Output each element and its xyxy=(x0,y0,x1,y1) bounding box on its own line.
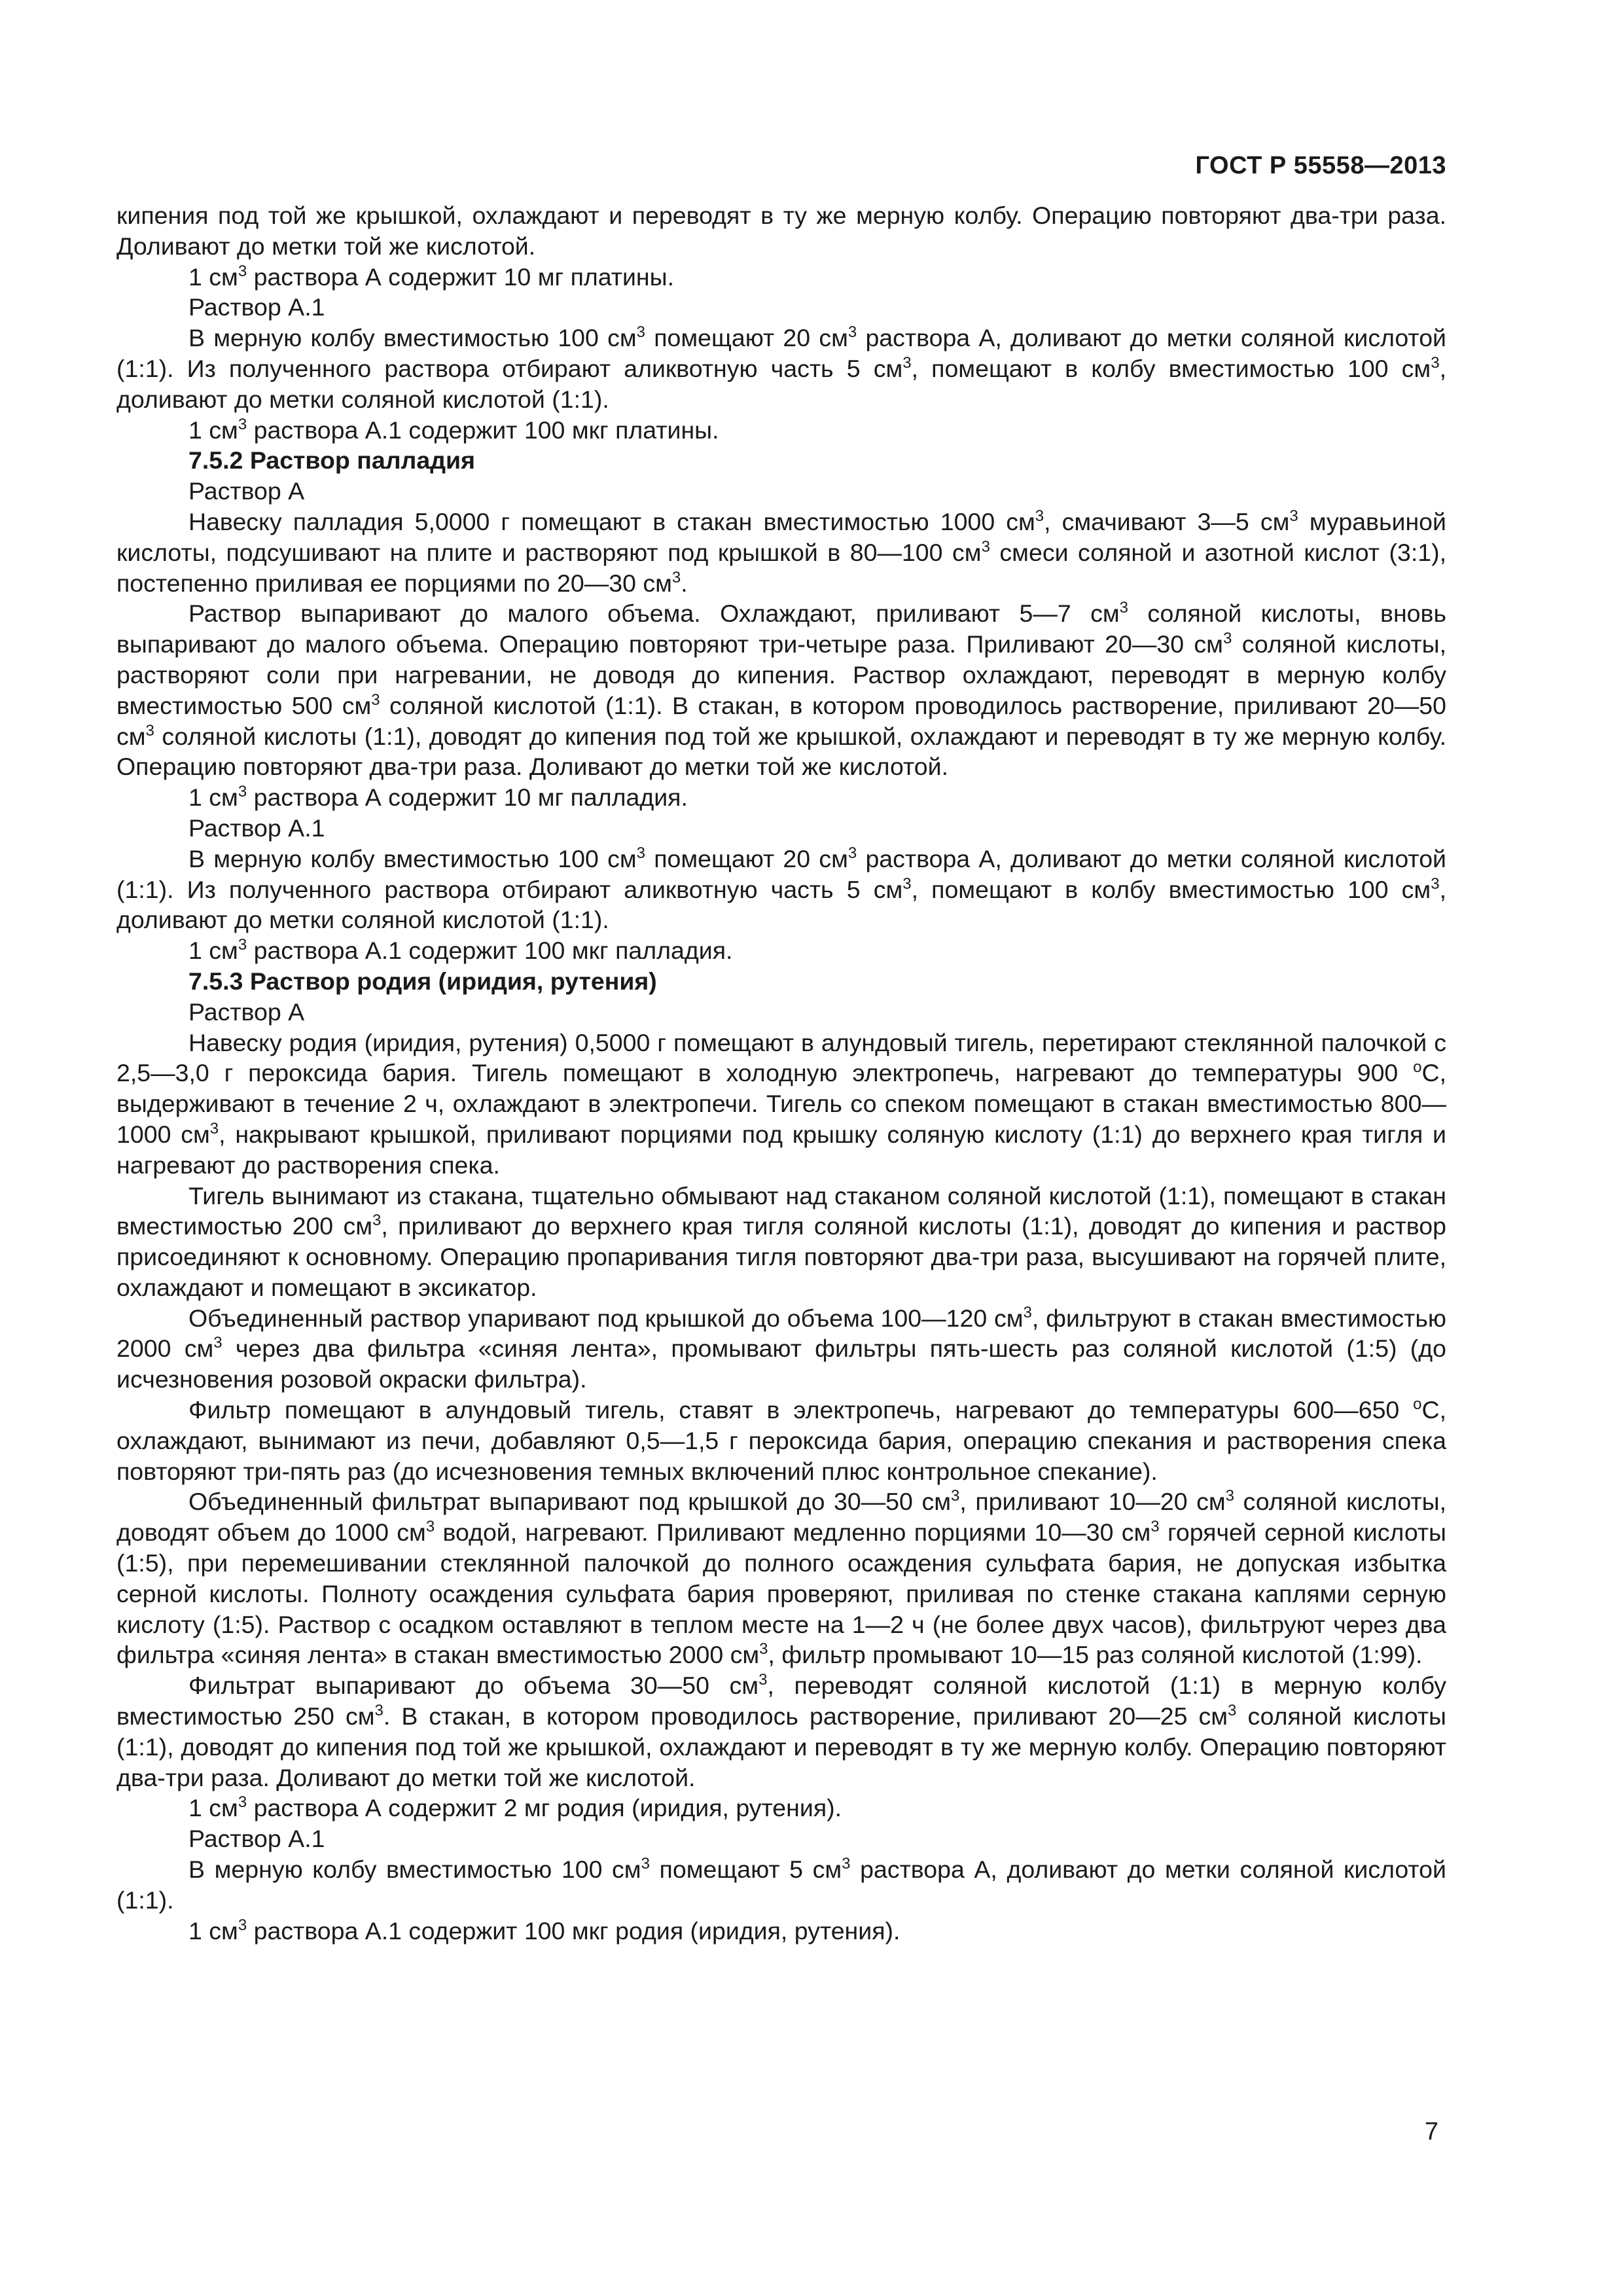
superscript: 3 xyxy=(238,936,247,954)
text-run: через два фильтра «синяя лента», промывают фильтры пять-шесть раз соляной кислотой (1:5) (до исчезновения розовой окраски фильтра). xyxy=(116,1335,1447,1393)
text-run: кипения под той же крышкой, охлаждают и переводят в ту же мерную колбу. Операцию повторяют два-три раза. Доливают до метки той же кислотой. xyxy=(116,202,1446,260)
paragraph xyxy=(116,1303,1446,1395)
superscript: 3 xyxy=(1228,1702,1237,1720)
section-heading xyxy=(116,966,1446,997)
paragraph xyxy=(116,1854,1446,1916)
document-header: ГОСТ Р 55558—2013 xyxy=(1195,152,1446,179)
text-run: Раствор А.1 xyxy=(188,293,325,321)
superscript: 3 xyxy=(1035,507,1044,525)
text-run: раствора А.1 содержит 100 мкг платины. xyxy=(247,416,719,444)
page-number: 7 xyxy=(1424,2118,1438,2145)
text-run: помещают 5 см xyxy=(649,1856,842,1884)
paragraph xyxy=(116,476,1446,507)
superscript: 3 xyxy=(671,568,681,586)
text-run: С, охлаждают, вынимают из печи, добавляют 0,5—1,5 г пероксида бария, операцию спекания и растворения спека повторяют три-пять раз (до исчезновения темных включений плюс контрольное спекание). xyxy=(116,1396,1446,1485)
paragraph xyxy=(116,1486,1446,1670)
superscript: 3 xyxy=(636,844,645,862)
text-run: , доливают до метки соляной кислотой (1:1). xyxy=(116,875,1446,934)
text-run: Раствор А xyxy=(188,477,305,505)
text-run: , смачивают 3—5 см xyxy=(1044,507,1290,535)
text-run: раствора А содержит 2 мг родия (иридия, рутения). xyxy=(247,1794,842,1822)
superscript: 3 xyxy=(238,1916,247,1934)
text-run: соляной кислотой (1:1). В стакан, в котором проводилось растворение, приливают 20—50 см xyxy=(116,691,1446,750)
text-run: Объединенный раствор упаривают под крышкой до объема 100—120 см xyxy=(188,1304,1024,1332)
text-run: раствора А, доливают до метки соляной кислотой (1:1). Из полученного раствора отбирают аликвотную часть 5 см xyxy=(116,324,1446,382)
text-run: В мерную колбу вместимостью 100 см xyxy=(188,1856,641,1884)
text-run: Навеску родия (иридия, рутения) 0,5000 г помещают в алундовый тигель, перетирают стеклянной палочкой с 2,5—3,0 г пероксида бария. Тигель помещают в холодную электропечь, нагревают до температуры 900 xyxy=(116,1028,1446,1087)
text-run: В мерную колбу вместимостью 100 см xyxy=(188,844,637,872)
superscript: 3 xyxy=(371,691,380,709)
paragraph xyxy=(116,1395,1446,1486)
text-run: смеси соляной и азотной кислот (3:1), постепенно приливая ее порциями по 20—30 см xyxy=(116,538,1446,597)
paragraph xyxy=(116,598,1446,782)
text-run: . xyxy=(681,569,688,597)
text-run: С, выдерживают в течение 2 ч, охлаждают в электропечи. Тигель со спеком помещают в стакан вместимостью 800—1000 см xyxy=(116,1059,1446,1148)
paragraph xyxy=(116,1916,1446,1946)
text-run: , фильтруют в стакан вместимостью 2000 см xyxy=(116,1304,1447,1363)
superscript: 3 xyxy=(425,1518,435,1536)
text-run: раствора А, доливают до метки соляной кислотой (1:1). xyxy=(116,1856,1446,1914)
superscript: 3 xyxy=(847,844,857,862)
superscript: 3 xyxy=(238,262,247,280)
section-heading xyxy=(116,445,1446,476)
text-run: помещают 20 см xyxy=(645,844,848,872)
superscript: 3 xyxy=(238,1793,247,1812)
superscript: 3 xyxy=(209,1119,219,1138)
text-run: 7.5.2 Раствор палладия xyxy=(188,446,475,475)
text-run: раствора А содержит 10 мг платины. xyxy=(247,262,674,291)
superscript: 3 xyxy=(636,323,645,342)
superscript: 3 xyxy=(902,353,912,372)
text-run: раствора А содержит 10 мг палладия. xyxy=(247,783,688,812)
text-run: 1 см xyxy=(188,1794,238,1822)
paragraph xyxy=(116,262,1446,293)
text-run: 1 см xyxy=(188,937,238,965)
superscript: 3 xyxy=(145,721,154,740)
text-run: соляной кислоты (1:1), доводят до кипения под той же крышкой, охлаждают и переводят в ту же мерную колбу. Операцию повторяют два-три раза. Доливают до метки той же кислотой. xyxy=(116,722,1446,781)
text-run: , приливают до верхнего края тигля соляной кислоты (1:1), доводят до кипения и раствор присоединяют к основному. Операцию пропаривания тигля повторяют два-три раза, высушивают на горячей плите, охлаждают и помещают в эксикатор. xyxy=(116,1212,1446,1301)
text-run: , приливают 10—20 см xyxy=(959,1488,1226,1516)
superscript: 3 xyxy=(1222,630,1232,648)
paragraph xyxy=(116,935,1446,966)
paragraph xyxy=(116,1793,1446,1823)
text-run: Тигель вынимают из стакана, тщательно обмывают над стаканом соляной кислотой (1:1), помещают в стакан вместимостью 200 см xyxy=(116,1181,1446,1240)
text-run: муравьиной кислоты, подсушивают на плите и растворяют под крышкой в 80—100 см xyxy=(116,507,1446,566)
document-body xyxy=(116,200,1446,1946)
superscript: 3 xyxy=(758,1671,768,1689)
superscript: 3 xyxy=(1289,507,1298,525)
text-run: , помещают в колбу вместимостью 100 см xyxy=(911,354,1431,382)
paragraph xyxy=(116,1181,1446,1303)
text-run: Навеску палладия 5,0000 г помещают в стакан вместимостью 1000 см xyxy=(188,507,1035,535)
text-run: , переводят соляной кислотой (1:1) в мерную колбу вместимостью 250 см xyxy=(116,1672,1446,1731)
paragraph xyxy=(116,415,1446,446)
superscript: 3 xyxy=(641,1855,650,1873)
text-run: раствора А.1 содержит 100 мкг палладия. xyxy=(247,937,733,965)
text-run: Объединенный фильтрат выпаривают под крышкой до 30—50 см xyxy=(188,1488,951,1516)
text-run: горячей серной кислоты (1:5), при перемешивании стеклянной палочкой до полного осаждения сульфата бария, не допуская избытка серной кислоты. Полноту осаждения сульфата бария проверяют, приливая по стенке стакана каплями серную кислоту (1:5). Раствор с осадком оставляют в теплом месте на 1—2 ч (не более двух часов), фильтруют через два фильтра «синяя лента» в стакан вместимостью 2000 см xyxy=(116,1518,1446,1669)
superscript: 3 xyxy=(950,1487,960,1505)
superscript: 3 xyxy=(213,1334,223,1352)
superscript: 3 xyxy=(238,415,247,433)
superscript: 3 xyxy=(372,1211,382,1230)
superscript: 3 xyxy=(981,537,990,556)
superscript: 3 xyxy=(759,1640,768,1659)
paragraph xyxy=(116,1028,1446,1181)
paragraph xyxy=(116,323,1446,414)
text-run: соляной кислоты, растворяют соли при нагревании, не доводя до кипения. Раствор охлаждают, переводят в мерную колбу вместимостью 500 см xyxy=(116,630,1446,719)
text-run: Фильтрат выпаривают до объема 30—50 см xyxy=(188,1672,759,1700)
paragraph xyxy=(116,1670,1446,1793)
superscript: 3 xyxy=(1431,874,1440,893)
superscript: 3 xyxy=(1023,1303,1032,1321)
text-run: 1 см xyxy=(188,416,238,444)
text-run: раствора А, доливают до метки соляной кислотой (1:1). Из полученного раствора отбирают аликвотную часть 5 см xyxy=(116,844,1446,903)
text-run: Раствор выпаривают до малого объема. Охлаждают, приливают 5—7 см xyxy=(188,600,1120,628)
text-run: Раствор А.1 xyxy=(188,1825,325,1853)
paragraph xyxy=(116,844,1446,935)
paragraph xyxy=(116,997,1446,1028)
text-run: Раствор А xyxy=(188,997,305,1026)
superscript: 3 xyxy=(1119,599,1128,617)
superscript: о xyxy=(1413,1395,1422,1414)
text-run: , доливают до метки соляной кислотой (1:1). xyxy=(116,354,1446,413)
paragraph xyxy=(116,292,1446,323)
superscript: 3 xyxy=(1150,1518,1160,1536)
text-run: Раствор А.1 xyxy=(188,814,325,842)
paragraph xyxy=(116,813,1446,844)
text-run: 1 см xyxy=(188,262,238,291)
paragraph xyxy=(116,1823,1446,1854)
text-run: соляной кислоты, вновь выпаривают до малого объема. Операцию повторяют три-четыре раза. Приливают 20—30 см xyxy=(116,600,1446,658)
superscript: 3 xyxy=(374,1702,383,1720)
text-run: соляной кислоты, доводят объем до 1000 см xyxy=(116,1488,1446,1547)
text-run: помещают 20 см xyxy=(645,324,848,352)
text-run: 1 см xyxy=(188,783,238,812)
superscript: 3 xyxy=(842,1855,851,1873)
paragraph xyxy=(116,782,1446,813)
text-run: В мерную колбу вместимостью 100 см xyxy=(188,324,637,352)
text-run: водой, нагревают. Приливают медленно порциями 10—30 см xyxy=(435,1518,1151,1547)
text-run: Фильтр помещают в алундовый тигель, ставят в электропечь, нагревают до температуры 600—650 xyxy=(188,1396,1414,1424)
text-run: 7.5.3 Раствор родия (иридия, рутения) xyxy=(188,967,657,995)
superscript: 3 xyxy=(238,783,247,801)
superscript: о xyxy=(1413,1058,1422,1077)
superscript: 3 xyxy=(902,874,912,893)
paragraph xyxy=(116,200,1446,262)
text-run: , фильтр промывают 10—15 раз соляной кислотой (1:99). xyxy=(768,1641,1423,1669)
paragraph xyxy=(116,507,1446,598)
superscript: 3 xyxy=(847,323,857,342)
text-run: , накрывают крышкой, приливают порциями под крышку соляную кислоту (1:1) до верхнего края тигля и нагревают до растворения спека. xyxy=(116,1120,1447,1179)
superscript: 3 xyxy=(1225,1487,1234,1505)
text-run: . В стакан, в котором проводилось растворение, приливают 20—25 см xyxy=(383,1702,1228,1731)
text-run: , помещают в колбу вместимостью 100 см xyxy=(911,875,1431,903)
superscript: 3 xyxy=(1431,353,1440,372)
text-run: 1 см xyxy=(188,1916,238,1945)
text-run: соляной кислоты (1:1), доводят до кипения под той же крышкой, охлаждают и переводят в ту же мерную колбу. Операцию повторяют два-три раза. Доливают до метки той же кислотой. xyxy=(116,1702,1447,1791)
text-run: раствора А.1 содержит 100 мкг родия (иридия, рутения). xyxy=(247,1916,901,1945)
